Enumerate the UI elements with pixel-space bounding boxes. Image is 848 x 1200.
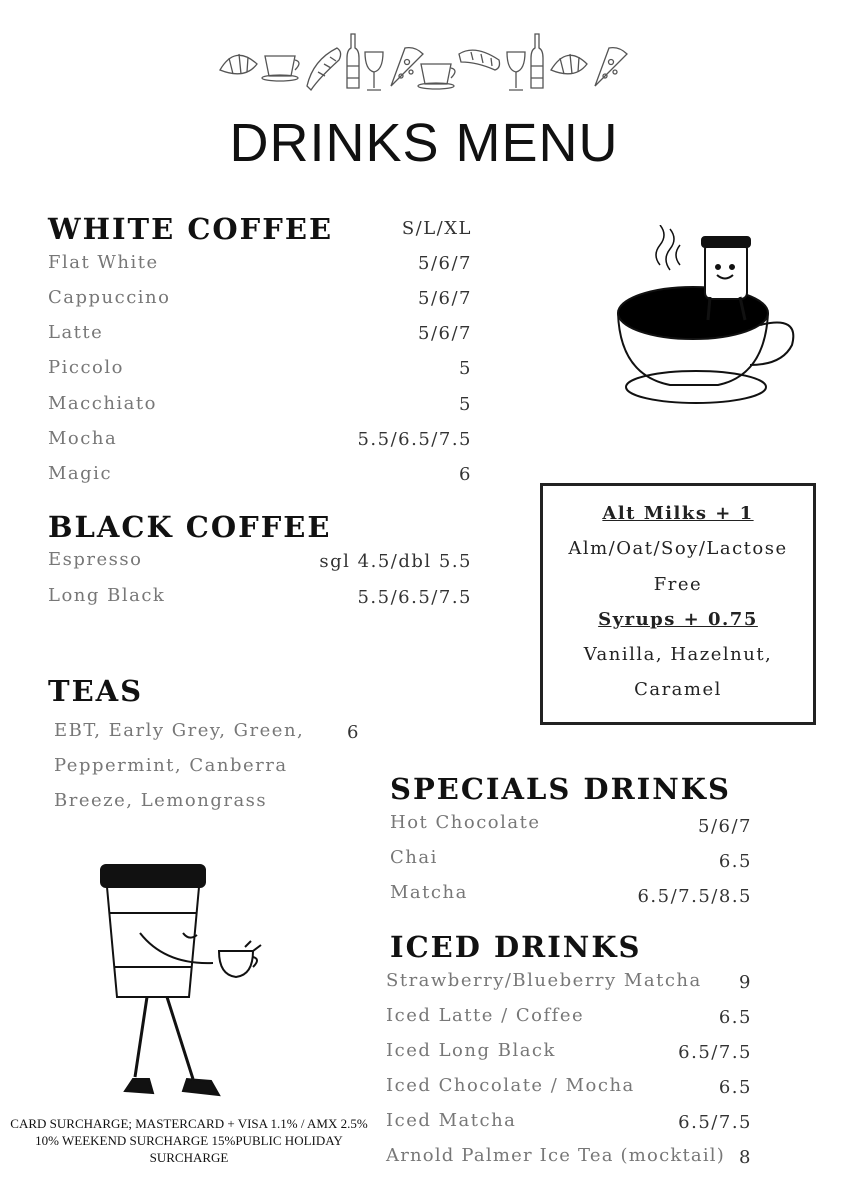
syrups-options: Vanilla, Hazelnut,	[583, 644, 773, 666]
tea-list-line: Peppermint, Canberra	[54, 755, 288, 776]
list-item	[390, 812, 752, 847]
section-heading-teas: TEAS	[48, 674, 144, 708]
section-heading-iced: ICED DRINKS	[390, 930, 642, 964]
page-title: DRINKS MENU	[229, 113, 619, 173]
tea-list-line: EBT, Early Grey, Green,	[54, 720, 305, 741]
item-name: Iced Matcha	[386, 1110, 517, 1131]
list-item	[48, 287, 472, 322]
item-price: 5/6/7	[698, 816, 752, 837]
croissant-icon	[551, 54, 587, 74]
list-item	[386, 1110, 752, 1145]
item-name: Espresso	[48, 549, 143, 570]
list-item	[386, 1040, 752, 1075]
item-price: 9	[739, 972, 752, 993]
list-item	[48, 428, 472, 463]
card-surcharge-note: CARD SURCHARGE; MASTERCARD + VISA 1.1% / AMX 2.5%	[10, 1116, 368, 1131]
size-legend: S/L/XL	[401, 218, 472, 239]
decorative-border	[215, 30, 635, 96]
item-price: 6.5/7.5	[678, 1112, 752, 1133]
teacup-icon	[418, 64, 455, 89]
item-price: 5/6/7	[418, 323, 472, 344]
item-price: 5	[459, 394, 472, 415]
surcharge-notes	[6, 1116, 372, 1166]
item-name: Matcha	[390, 882, 468, 903]
list-item	[48, 322, 472, 357]
extras-box	[540, 483, 816, 725]
item-price: 6	[459, 464, 472, 485]
item-name: Flat White	[48, 252, 159, 273]
item-price: 6.5	[718, 851, 752, 872]
list-item	[390, 847, 752, 882]
baguette-icon	[459, 50, 500, 70]
wine-glass-icon	[507, 52, 525, 90]
item-name: Iced Long Black	[386, 1040, 556, 1061]
tea-price: 6	[347, 722, 360, 743]
item-price: 6.5/7.5/8.5	[637, 886, 752, 907]
list-item	[48, 585, 472, 620]
wine-bottle-icon	[531, 34, 543, 88]
item-name: Iced Chocolate / Mocha	[386, 1075, 635, 1096]
section-heading-specials: SPECIALS DRINKS	[390, 772, 731, 806]
item-name: Iced Latte / Coffee	[386, 1005, 585, 1026]
syrups-heading: Syrups + 0.75	[598, 608, 758, 630]
item-price: 5.5/6.5/7.5	[357, 587, 472, 608]
baguette-icon	[307, 48, 341, 90]
item-name: Chai	[390, 847, 438, 868]
item-price: 6.5/7.5	[678, 1042, 752, 1063]
item-price: sgl 4.5/dbl 5.5	[319, 551, 472, 572]
alt-milks-options: Alm/Oat/Soy/Lactose	[568, 538, 788, 560]
item-price: 5	[459, 358, 472, 379]
item-name: Hot Chocolate	[390, 812, 541, 833]
item-name: Cappuccino	[48, 287, 171, 308]
item-price: 6.5	[718, 1007, 752, 1028]
item-name: Long Black	[48, 585, 166, 606]
list-item	[48, 252, 472, 287]
item-name: Macchiato	[48, 393, 157, 414]
item-name: Magic	[48, 463, 113, 484]
item-name: Strawberry/Blueberry Matcha	[386, 970, 702, 991]
item-price: 8	[739, 1147, 752, 1168]
section-heading-black-coffee: BLACK COFFEE	[48, 510, 332, 544]
list-item	[386, 1075, 752, 1110]
pizza-slice-icon	[595, 48, 627, 86]
alt-milks-options-cont: Free	[653, 573, 703, 595]
section-heading-white-coffee: WHITE COFFEE	[48, 212, 334, 246]
teacup-icon	[262, 56, 299, 81]
wine-glass-icon	[365, 52, 383, 90]
item-name: Arnold Palmer Ice Tea (mocktail)	[386, 1145, 725, 1166]
list-item	[386, 970, 752, 1005]
list-item	[390, 882, 752, 917]
alt-milks-heading: Alt Milks + 1	[602, 503, 754, 524]
walking-cup-illustration	[95, 855, 270, 1105]
pizza-slice-icon	[391, 48, 423, 86]
item-name: Mocha	[48, 428, 118, 449]
coffee-cup-illustration	[610, 225, 800, 415]
item-price: 5/6/7	[418, 288, 472, 309]
list-item	[386, 1145, 752, 1180]
list-item	[48, 463, 472, 498]
item-name: Latte	[48, 322, 104, 343]
wine-bottle-icon	[347, 34, 359, 88]
list-item	[48, 393, 472, 428]
tea-list-line: Breeze, Lemongrass	[54, 790, 268, 811]
list-item	[48, 549, 472, 584]
list-item	[386, 1005, 752, 1040]
syrups-options-cont: Caramel	[634, 679, 722, 701]
item-price: 5/6/7	[418, 253, 472, 274]
weekend-surcharge-note: 10% WEEKEND SURCHARGE 15%PUBLIC HOLIDAY SURCHARGE	[35, 1132, 343, 1165]
item-price: 6.5	[718, 1077, 752, 1098]
item-price: 5.5/6.5/7.5	[357, 429, 472, 450]
croissant-icon	[220, 54, 257, 74]
item-name: Piccolo	[48, 357, 124, 378]
list-item	[48, 357, 472, 392]
